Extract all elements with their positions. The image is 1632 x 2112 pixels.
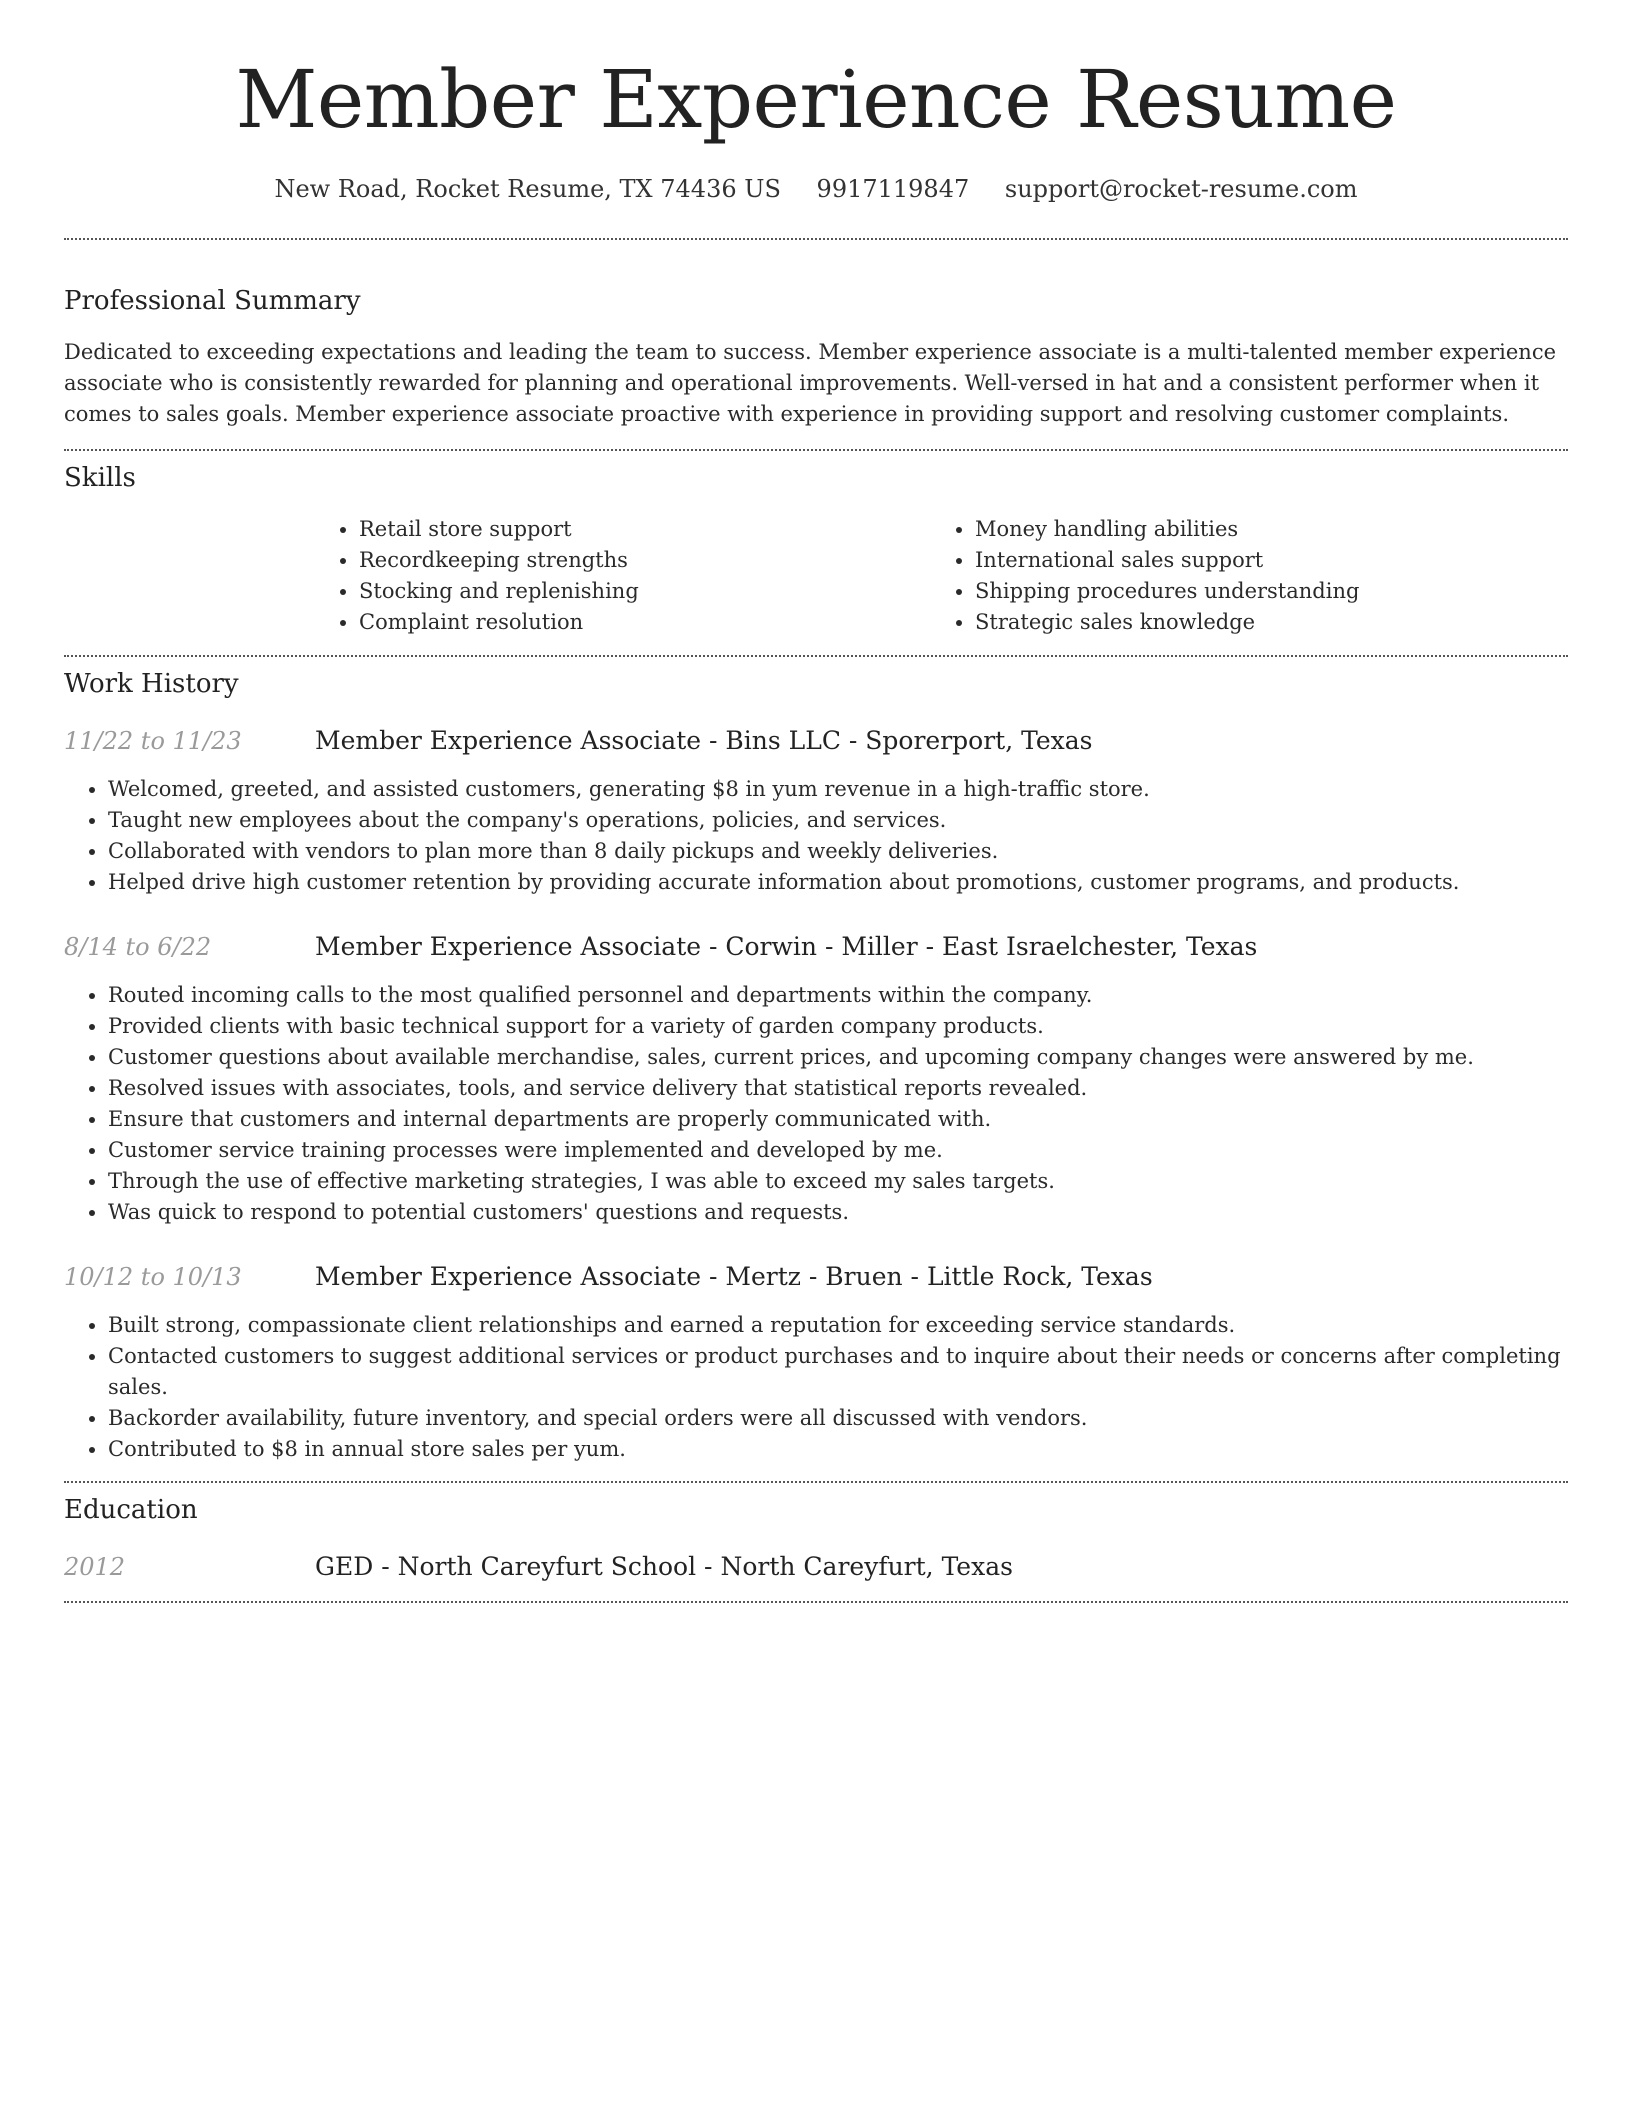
list-item: • Recordkeeping strengths [359,545,931,576]
list-item: • Routed incoming calls to the most qualified personnel and departments within the company. [108,980,1568,1011]
list-item: • Stocking and replenishing [359,576,931,607]
job-dates: 11/22 to 11/23 [64,727,242,755]
list-item: • International sales support [975,545,1547,576]
contact-line [64,174,1568,204]
skills-column-left [315,514,931,638]
contact-email: support@rocket-resume.com [1004,175,1358,203]
education-entry [64,1552,1568,1582]
job-entry [64,1262,1568,1465]
job-dates: 8/14 to 6/22 [64,933,212,961]
resume-header [64,0,1568,204]
skills-list-right [931,514,1547,638]
job-bullets [64,1310,1568,1465]
divider [64,1601,1568,1603]
job-entry [64,726,1568,898]
education-heading: Education [64,1495,198,1525]
skills-grid [315,514,1568,638]
list-item: • Was quick to respond to potential customers' questions and requests. [108,1197,1568,1228]
list-item: • Helped drive high customer retention by providing accurate information about promotions, customer programs, and products. [108,867,1568,898]
job-header [64,726,1568,756]
education-degree: GED - North Careyfurt School - North Careyfurt, Texas [315,1552,1013,1581]
skills-list-left [315,514,931,638]
job-title: Member Experience Associate - Bins LLC - Sporerport, Texas [315,726,1093,755]
list-item: • Complaint resolution [359,607,931,638]
job-header [64,932,1568,962]
education-year: 2012 [64,1553,126,1581]
summary-section [64,240,1568,430]
job-bullets [64,980,1568,1228]
skills-column-right [931,514,1547,638]
list-item: • Strategic sales knowledge [975,607,1547,638]
list-item: • Shipping procedures understanding [975,576,1547,607]
list-item: • Customer service training processes were implemented and developed by me. [108,1135,1568,1166]
education-section [64,1483,1568,1582]
job-header [64,1262,1568,1292]
job-title: Member Experience Associate - Corwin - Miller - East Israelchester, Texas [315,932,1258,961]
resume-name: Member Experience Resume [235,53,1397,146]
job-dates: 10/12 to 10/13 [64,1263,242,1291]
list-item: • Built strong, compassionate client relationships and earned a reputation for exceeding service standards. [108,1310,1568,1341]
list-item: • Customer questions about available merchandise, sales, current prices, and upcoming company changes were answered by me. [108,1042,1568,1073]
list-item: • Ensure that customers and internal departments are properly communicated with. [108,1104,1568,1135]
list-item: • Collaborated with vendors to plan more than 8 daily pickups and weekly deliveries. [108,836,1568,867]
job-entry [64,932,1568,1228]
job-bullets [64,774,1568,898]
work-history-heading: Work History [64,669,239,699]
work-history-section [64,657,1568,1465]
skills-heading: Skills [64,463,136,493]
list-item: • Backorder availability, future inventory, and special orders were all discussed with vendors. [108,1403,1568,1434]
list-item: • Provided clients with basic technical support for a variety of garden company products. [108,1011,1568,1042]
list-item: • Money handling abilities [975,514,1547,545]
summary-text: Dedicated to exceeding expectations and leading the team to success. Member experience associate is a multi-talented member experience associate who is consistently rewarded for planning and operational improvements. Well-versed in hat and a consistent performer when it comes to sales goals. Member experience associate proactive with experience in providing support and resolving customer complaints. [64,340,1557,426]
list-item: • Through the use of effective marketing strategies, I was able to exceed my sales targets. [108,1166,1568,1197]
skills-section [64,451,1568,638]
list-item: • Welcomed, greeted, and assisted customers, generating $8 in yum revenue in a high-traffic store. [108,774,1568,805]
list-item: • Contacted customers to suggest additional services or product purchases and to inquire about their needs or concerns after completing sales. [108,1341,1568,1403]
job-title: Member Experience Associate - Mertz - Bruen - Little Rock, Texas [315,1262,1153,1291]
contact-address: New Road, Rocket Resume, TX 74436 US [274,175,781,203]
list-item: • Taught new employees about the company's operations, policies, and services. [108,805,1568,836]
list-item: • Retail store support [359,514,931,545]
list-item: • Resolved issues with associates, tools, and service delivery that statistical reports revealed. [108,1073,1568,1104]
contact-phone: 9917119847 [816,175,970,203]
summary-heading: Professional Summary [64,286,361,316]
list-item: • Contributed to $8 in annual store sales per yum. [108,1434,1568,1465]
